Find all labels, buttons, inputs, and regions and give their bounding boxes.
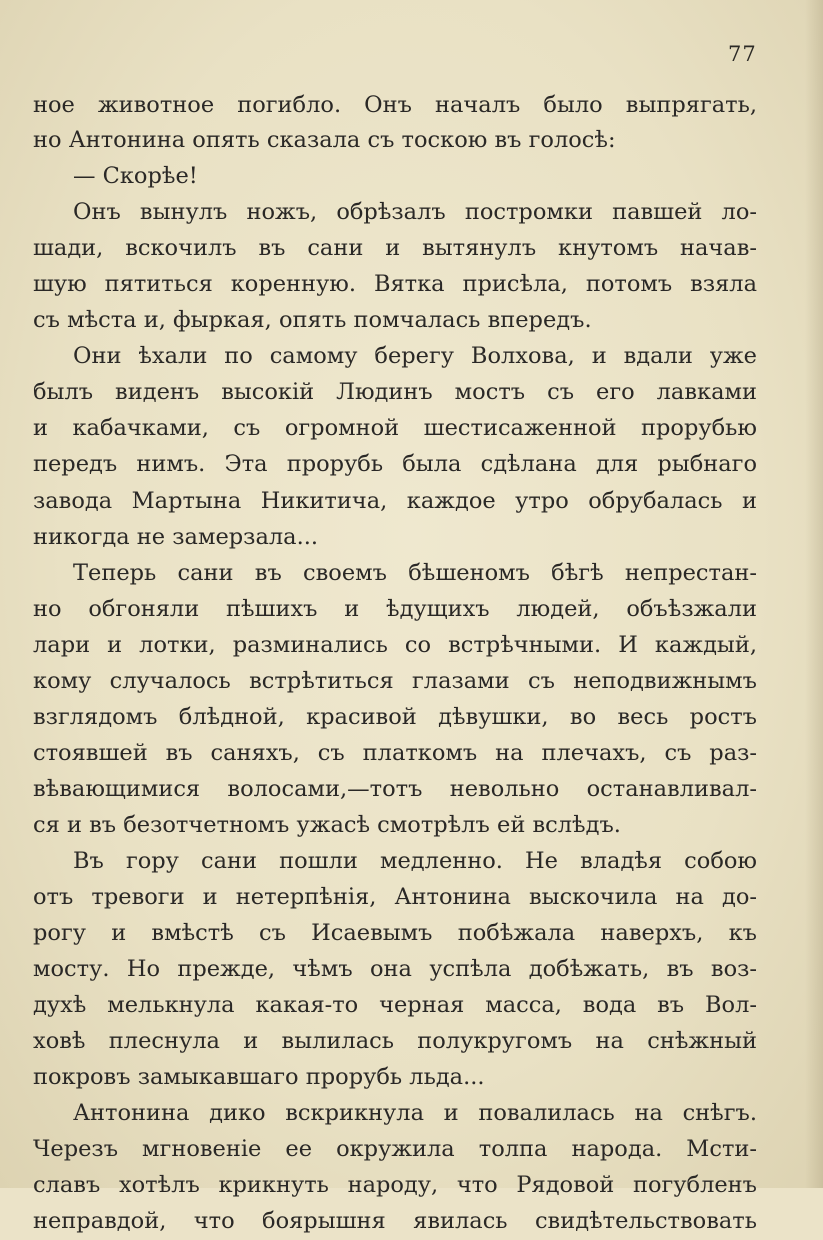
text-line: передъ нимъ. Эта прорубь была сдѣлана для рыбнаго xyxy=(33,451,757,478)
text-line: — Скорѣе! xyxy=(73,163,198,190)
text-line: но обгоняли пѣшихъ и ѣдущихъ людей, объѣзжали xyxy=(33,595,757,622)
text-line: ховѣ плеснула и вылилась полукругомъ на снѣжный xyxy=(33,1028,757,1055)
body-text xyxy=(33,86,757,1240)
text-line: шади, вскочилъ въ сани и вытянулъ кнутомъ начав- xyxy=(33,235,757,262)
text-line: Они ѣхали по самому берегу Волхова, и вдали уже xyxy=(73,343,757,370)
text-line: Теперь сани въ своемъ бѣшеномъ бѣгѣ непрестан- xyxy=(73,559,757,586)
text-line: шую пятиться коренную. Вятка присѣла, потомъ взяла xyxy=(33,271,757,298)
page-number: 77 xyxy=(728,42,757,66)
text-line: Онъ вынулъ ножъ, обрѣзалъ постромки павшей ло- xyxy=(73,199,757,226)
text-line: ное животное погибло. Онъ началъ было выпрягать, xyxy=(33,92,757,118)
text-line: вѣвающимися волосами,—тотъ невольно останавливал- xyxy=(33,775,757,802)
text-line: кому случалось встрѣтиться глазами съ неподвижнымъ xyxy=(33,667,757,694)
text-line: но Антонина опять сказала съ тоскою въ голосѣ: xyxy=(33,127,616,154)
text-line: ся и въ безотчетномъ ужасѣ смотрѣлъ ей вслѣдъ. xyxy=(33,811,621,838)
text-line: былъ виденъ высокій Людинъ мостъ съ его лавками xyxy=(33,379,757,406)
text-line: духѣ мелькнула какая-то черная масса, вода въ Вол- xyxy=(33,992,757,1019)
text-line: славъ хотѣлъ крикнуть народу, что Рядовой погубленъ xyxy=(33,1172,757,1199)
text-line: и кабачками, съ огромной шестисаженной прорубью xyxy=(33,415,757,442)
text-line: покровъ замыкавшаго прорубь льда... xyxy=(33,1064,485,1091)
text-line: отъ тревоги и нетерпѣнія, Антонина выскочила на до- xyxy=(33,884,757,911)
text-line: взглядомъ блѣдной, красивой дѣвушки, во весь ростъ xyxy=(33,703,757,730)
text-line: никогда не замерзала... xyxy=(33,523,319,550)
text-line: рогу и вмѣстѣ съ Исаевымъ побѣжала наверхъ, къ xyxy=(33,920,757,947)
text-line: Черезъ мгновеніе ее окружила толпа народа. Мсти- xyxy=(33,1136,757,1163)
text-line: лари и лотки, разминались со встрѣчными. И каждый, xyxy=(33,631,757,658)
page-edge-shadow xyxy=(805,0,823,1188)
text-line: Антонина дико вскрикнула и повалилась на снѣгъ. xyxy=(73,1100,757,1127)
text-line: Въ гору сани пошли медленно. Не владѣя собою xyxy=(73,847,757,874)
text-line: завода Мартына Никитича, каждое утро обрубалась и xyxy=(33,487,757,514)
text-line: мосту. Но прежде, чѣмъ она успѣла добѣжать, въ воз- xyxy=(33,956,757,983)
text-line: съ мѣста и, фыркая, опять помчалась впередъ. xyxy=(33,307,592,334)
text-line: стоявшей въ саняхъ, съ платкомъ на плечахъ, съ раз- xyxy=(33,739,757,766)
text-line: неправдой, что боярышня явилась свидѣтельствовать xyxy=(33,1208,757,1235)
